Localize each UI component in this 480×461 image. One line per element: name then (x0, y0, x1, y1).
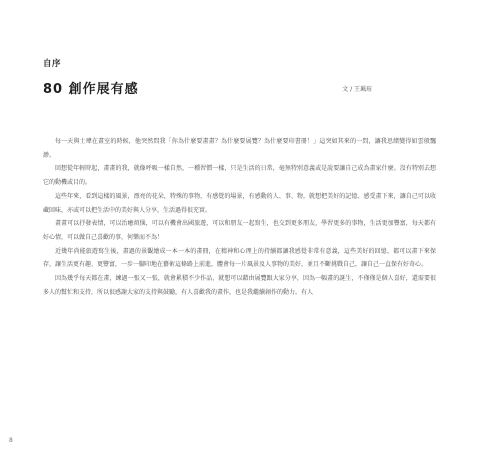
paragraph: 這些年來，看到這樣的風景，漂亮的花朵，特殊的事物，有感覺的場景，有感動的人、事、物，就想把美好的記憶、感受畫下來，讓自己可以收藏回味，亦或可以把生活中的美好與人分享，生活過得很充實。 (43, 192, 436, 214)
paragraph: 因為幾乎每天都在畫，練過一張又一張，就會累積不少作品，就想可以藉由展覽跟大家分享，因為一幅畫的誕生，不僅僅是個人喜好，還需要很多人的幫忙和支持，所以很感謝大家的支持與鼓勵，有人喜歡我的畫作，也是我繼續創作的動力。有人 (43, 275, 436, 296)
paragraph: 近幾年尚能旅遊寫生後，畫過的景觀繪成一本一本的畫冊，在精神和心理上的持續都讓我感覺非常有意義，這些美好的回憶，都可以畫下來保存，讓生活更有趣、更豐富，一步一腳印地在藝術這條路上前進，體會每一片風景及人事物的美好，並且不斷挑戰自己，讓自己一直保有好奇心。 (43, 247, 436, 269)
paragraph: 畫畫可以抒發表情，可以治癒煩惱，可以有機會出國旅遊，可以和朋友一起寫生，也交到更多朋友，學習更多的事物，生活更加豐富，每天都有好心情，可以做自己喜歡的事，何樂而不為！ (43, 220, 436, 241)
author-credit: 文 / 王珮瑄 (342, 86, 372, 93)
section-label: 自序 (43, 59, 62, 69)
body-text (43, 135, 436, 299)
paragraph: 每一天與士瑋在畫室的時候，他突然問我「你為什麼要畫畫？為什麼要展覽？為什麼要印書冊！」這突如其來的一問，讓我思緒變得如雲般飄渺。 (43, 138, 436, 159)
page-number: 8 (9, 437, 13, 444)
paragraph: 回想從年輕時起，畫畫的我，就像呼吸一樣自然，一種習慣一樣，只是生活的日常，毫無特別意義或是說要讓自己成為畫家什麼。沒有特別去想它的動機或目的。 (43, 165, 436, 187)
page-title: 80 創作展有感 (43, 82, 139, 97)
